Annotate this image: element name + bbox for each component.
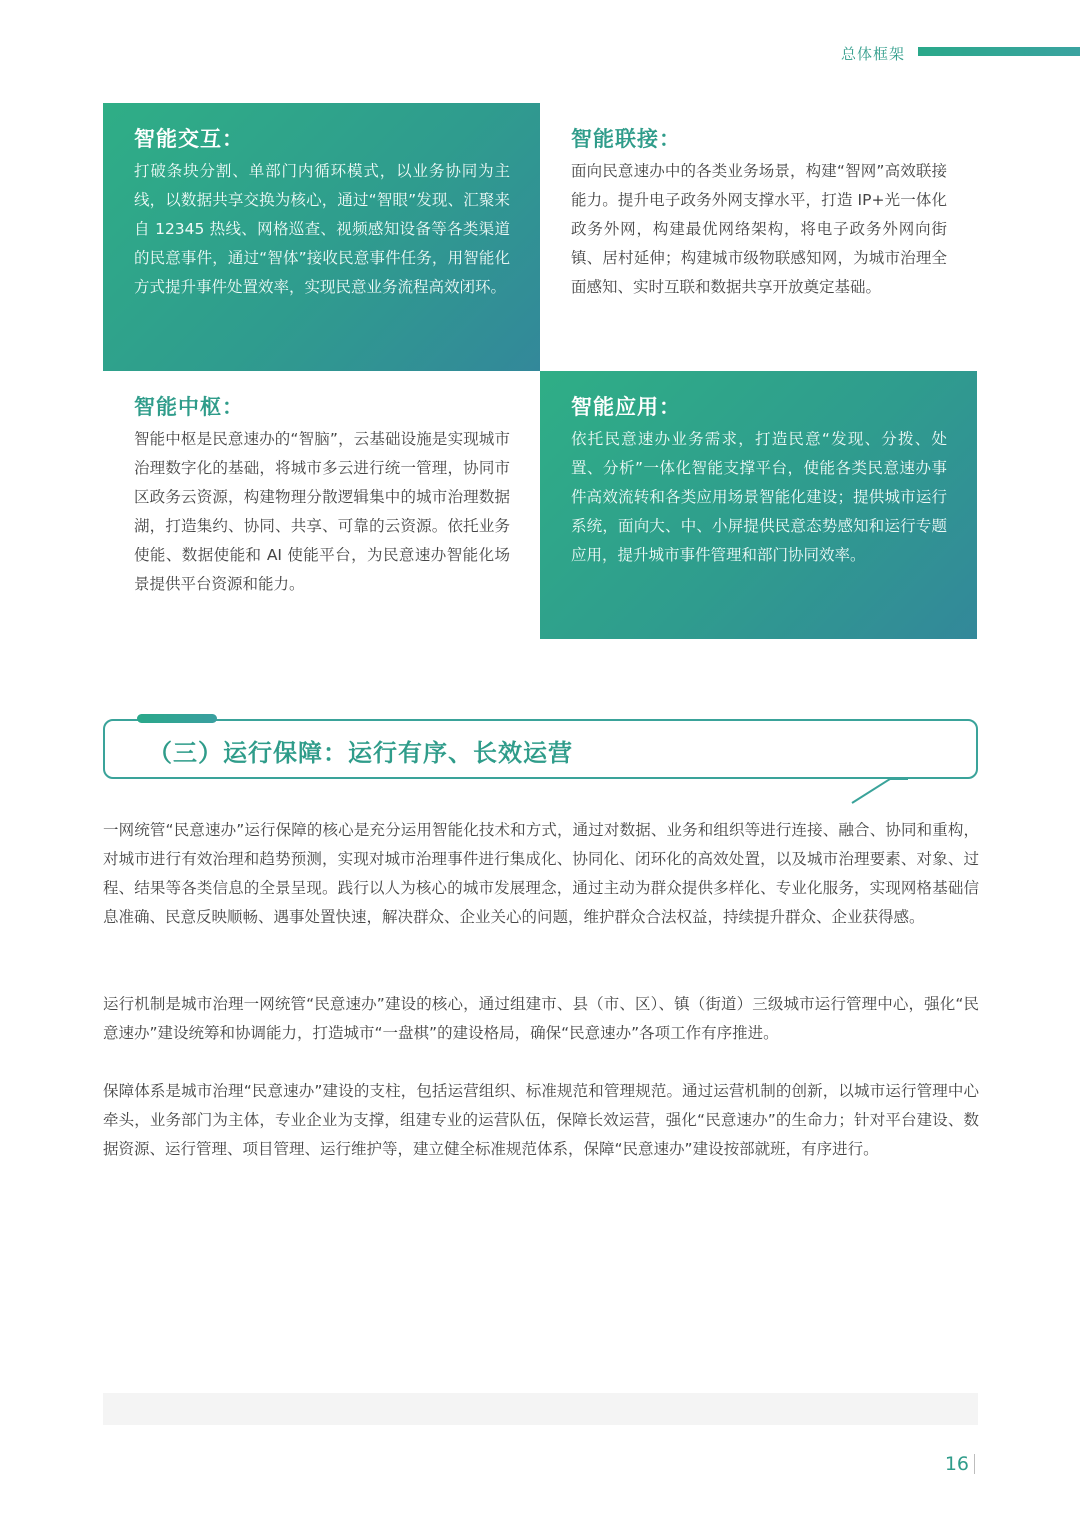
card-smart-interaction	[103, 103, 540, 371]
card-smart-connection	[540, 103, 977, 371]
card-title: 智能联接：	[571, 127, 681, 151]
card-smart-hub	[103, 371, 540, 639]
card-text: 依托民意速办业务需求，打造民意“发现、分拨、处置、分析”一体化智能支撑平台，使能各类民意速办事件高效流转和各类应用场景智能化建设；提供城市运行系统，面向大、中、小屏提供民意态势感知和运行专题应用，提升城市事件管理和部门协同效率。	[571, 430, 947, 564]
card-text: 面向民意速办中的各类业务场景，构建“智网”高效联接能力。提升电子政务外网支撑水平，打造 IP+光一体化政务外网，构建最优网络架构，将电子政务外网向街镇、居村延伸；构建城市级物联感知网，为城市治理全面感知、实时互联和数据共享开放奠定基础。	[571, 162, 947, 296]
header-accent-bar	[918, 47, 1080, 56]
page-number: 16	[944, 1453, 969, 1475]
card-smart-application	[540, 371, 977, 639]
section-heading-title: （三）运行保障：运行有序、长效运营	[148, 739, 573, 767]
card-title: 智能应用：	[571, 395, 681, 419]
section-heading-tab	[137, 714, 217, 723]
body-paragraph: 运行机制是城市治理一网统管“民意速办”建设的核心，通过组建市、县（市、区）、镇（街道）三级城市运行管理中心，强化“民意速办”建设统筹和协调能力，打造城市“一盘棋”的建设格局，确保“民意速办”各项工作有序推进。	[103, 995, 979, 1042]
page-number-divider	[974, 1454, 975, 1474]
footer-band	[103, 1393, 978, 1425]
card-text: 智能中枢是民意速办的“智脑”，云基础设施是实现城市治理数字化的基础，将城市多云进行统一管理，协同市区政务云资源，构建物理分散逻辑集中的城市治理数据湖，打造集约、协同、共享、可靠的云资源。依托业务使能、数据使能和 AI 使能平台，为民意速办智能化场景提供平台资源和能力。	[134, 430, 510, 593]
speech-tail-icon	[850, 776, 910, 806]
card-title: 智能交互：	[134, 127, 244, 151]
body-paragraph: 保障体系是城市治理“民意速办”建设的支柱，包括运营组织、标准规范和管理规范。通过运营机制的创新，以城市运行管理中心牵头，业务部门为主体，专业企业为支撑，组建专业的运营队伍，保障长效运营，强化“民意速办”的生命力；针对平台建设、数据资源、运行管理、项目管理、运行维护等，建立健全标准规范体系，保障“民意速办”建设按部就班，有序进行。	[103, 1082, 979, 1158]
card-title: 智能中枢：	[134, 395, 244, 419]
card-text: 打破条块分割、单部门内循环模式，以业务协同为主线，以数据共享交换为核心，通过“智眼”发现、汇聚来自 12345 热线、网格巡查、视频感知设备等各类渠道的民意事件，通过“智体”接收民意事件任务，用智能化方式提升事件处置效率，实现民意业务流程高效闭环。	[134, 162, 510, 296]
section-header-label: 总体框架	[840, 45, 905, 63]
body-paragraph: 一网统管“民意速办”运行保障的核心是充分运用智能化技术和方式，通过对数据、业务和组织等进行连接、融合、协同和重构，对城市进行有效治理和趋势预测，实现对城市治理事件进行集成化、协同化、闭环化的高效处置，以及城市治理要素、对象、过程、结果等各类信息的全景呈现。践行以人为核心的城市发展理念，通过主动为群众提供多样化、专业化服务，实现网格基础信息准确、民意反映顺畅、遇事处置快速，解决群众、企业关心的问题，维护群众合法权益，持续提升群众、企业获得感。	[103, 821, 979, 926]
